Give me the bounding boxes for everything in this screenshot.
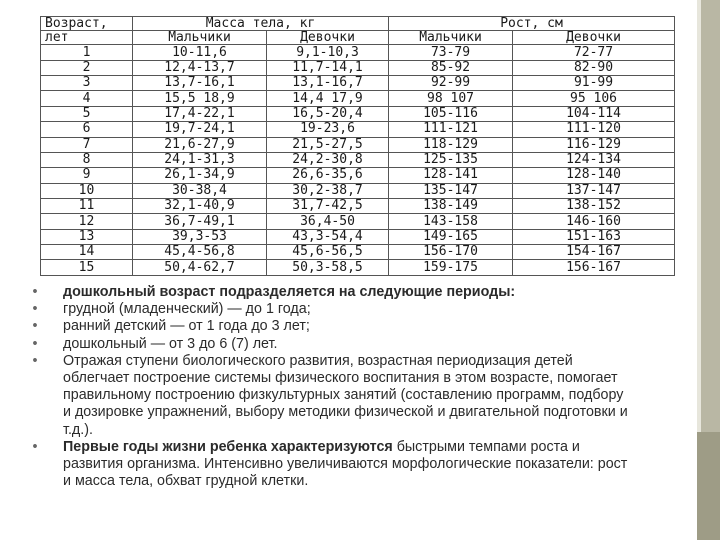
mass-boys-header: Мальчики xyxy=(133,31,267,45)
cell-mass-boys: 30-38,4 xyxy=(133,183,267,198)
cell-mass-girls: 26,6-35,6 xyxy=(267,168,389,183)
decorative-side-bar xyxy=(697,0,720,540)
cell-height-boys: 138-149 xyxy=(389,198,513,213)
cell-height-girls: 124-134 xyxy=(513,152,675,167)
cell-mass-boys: 39,3-53 xyxy=(133,229,267,244)
cell-height-boys: 118-129 xyxy=(389,137,513,152)
table-row xyxy=(41,214,675,229)
table-row xyxy=(41,152,675,167)
cell-mass-boys: 12,4-13,7 xyxy=(133,60,267,75)
age-header: Возраст, xyxy=(41,17,133,31)
age-header-unit: лет xyxy=(41,31,133,45)
cell-mass-girls: 13,1-16,7 xyxy=(267,76,389,91)
bullet-item xyxy=(30,318,630,335)
cell-mass-boys: 36,7-49,1 xyxy=(133,214,267,229)
cell-age: 1 xyxy=(41,45,133,60)
table-row xyxy=(41,168,675,183)
cell-height-girls: 128-140 xyxy=(513,168,675,183)
cell-height-boys: 135-147 xyxy=(389,183,513,198)
side-bar-lower-block xyxy=(697,432,720,540)
cell-age: 11 xyxy=(41,198,133,213)
cell-height-girls: 138-152 xyxy=(513,198,675,213)
bullet-text: ранний детский — от 1 года до 3 лет; xyxy=(63,318,310,335)
cell-mass-boys: 17,4-22,1 xyxy=(133,106,267,121)
bullet-text: дошкольный — от 3 до 6 (7) лет. xyxy=(63,335,278,352)
bullet-dot-icon: • xyxy=(32,318,38,335)
cell-age: 6 xyxy=(41,122,133,137)
bullet-dot-icon: • xyxy=(32,335,38,352)
cell-mass-girls: 30,2-38,7 xyxy=(267,183,389,198)
bullet-dot-icon: • xyxy=(32,438,38,455)
cell-mass-boys: 24,1-31,3 xyxy=(133,152,267,167)
table-header-row-1 xyxy=(41,17,675,31)
cell-height-girls: 154-167 xyxy=(513,245,675,260)
cell-height-boys: 98 107 xyxy=(389,91,513,106)
bullet-list xyxy=(30,284,630,490)
cell-age: 3 xyxy=(41,76,133,91)
bullet-item xyxy=(30,439,630,491)
cell-height-boys: 92-99 xyxy=(389,76,513,91)
cell-mass-boys: 19,7-24,1 xyxy=(133,122,267,137)
bullet-text: Отражая ступени биологического развития, возрастная периодизация детей облегчает построение системы физического воспитания в этом возрасте, помогает правильному построению физкультурных занятий (составлению программ, подбору и дозировке упражнений, выбору методики физической и двигательной подготовки и т.д.). xyxy=(63,352,628,438)
cell-age: 12 xyxy=(41,214,133,229)
height-boys-header: Мальчики xyxy=(389,31,513,45)
cell-mass-boys: 32,1-40,9 xyxy=(133,198,267,213)
bullet-item xyxy=(30,336,630,353)
table-row xyxy=(41,260,675,276)
cell-mass-boys: 15,5 18,9 xyxy=(133,91,267,106)
cell-age: 10 xyxy=(41,183,133,198)
table-row xyxy=(41,91,675,106)
bullet-text: грудной (младенческий) — до 1 года; xyxy=(63,301,311,318)
cell-age: 9 xyxy=(41,168,133,183)
cell-height-boys: 156-170 xyxy=(389,245,513,260)
table-row xyxy=(41,183,675,198)
cell-height-girls: 151-163 xyxy=(513,229,675,244)
cell-height-girls: 156-167 xyxy=(513,260,675,276)
cell-height-boys: 149-165 xyxy=(389,229,513,244)
cell-age: 8 xyxy=(41,152,133,167)
height-group-header: Рост, см xyxy=(389,17,675,31)
cell-height-girls: 72-77 xyxy=(513,45,675,60)
cell-height-boys: 143-158 xyxy=(389,214,513,229)
cell-mass-boys: 50,4-62,7 xyxy=(133,260,267,276)
cell-age: 7 xyxy=(41,137,133,152)
mass-group-header: Масса тела, кг xyxy=(133,17,389,31)
cell-mass-girls: 14,4 17,9 xyxy=(267,91,389,106)
bullet-item xyxy=(30,353,630,439)
cell-mass-girls: 24,2-30,8 xyxy=(267,152,389,167)
cell-height-boys: 73-79 xyxy=(389,45,513,60)
cell-mass-girls: 45,6-56,5 xyxy=(267,245,389,260)
cell-age: 15 xyxy=(41,260,133,276)
cell-height-girls: 91-99 xyxy=(513,76,675,91)
bullet-dot-icon: • xyxy=(32,352,38,369)
bullet-text: быстрыми темпами роста и развития организма. Интенсивно увеличиваются морфологические показатели: рост и масса тела, обхват грудной клетки. xyxy=(63,438,628,490)
cell-height-girls: 82-90 xyxy=(513,60,675,75)
cell-height-boys: 111-121 xyxy=(389,122,513,137)
cell-mass-girls: 21,5-27,5 xyxy=(267,137,389,152)
cell-height-boys: 85-92 xyxy=(389,60,513,75)
cell-height-boys: 125-135 xyxy=(389,152,513,167)
cell-mass-boys: 21,6-27,9 xyxy=(133,137,267,152)
table-row xyxy=(41,229,675,244)
cell-height-girls: 137-147 xyxy=(513,183,675,198)
cell-mass-boys: 13,7-16,1 xyxy=(133,76,267,91)
cell-height-girls: 104-114 xyxy=(513,106,675,121)
cell-height-boys: 159-175 xyxy=(389,260,513,276)
cell-mass-girls: 36,4-50 xyxy=(267,214,389,229)
cell-age: 14 xyxy=(41,245,133,260)
table-row xyxy=(41,122,675,137)
table-row xyxy=(41,245,675,260)
cell-mass-girls: 50,3-58,5 xyxy=(267,260,389,276)
bullet-bold-text: дошкольный возраст подразделяется на следующие периоды: xyxy=(63,284,516,300)
table-row xyxy=(41,76,675,91)
cell-height-boys: 105-116 xyxy=(389,106,513,121)
table-row xyxy=(41,60,675,75)
cell-mass-boys: 10-11,6 xyxy=(133,45,267,60)
cell-mass-boys: 26,1-34,9 xyxy=(133,168,267,183)
bullet-dot-icon: • xyxy=(32,284,38,300)
cell-height-boys: 128-141 xyxy=(389,168,513,183)
table-row xyxy=(41,198,675,213)
cell-age: 4 xyxy=(41,91,133,106)
table-header-row-2 xyxy=(41,31,675,45)
cell-mass-girls: 43,3-54,4 xyxy=(267,229,389,244)
table-row xyxy=(41,45,675,60)
bullet-item xyxy=(30,301,630,318)
table-row xyxy=(41,137,675,152)
cell-mass-girls: 16,5-20,4 xyxy=(267,106,389,121)
cell-height-girls: 116-129 xyxy=(513,137,675,152)
height-girls-header: Девочки xyxy=(513,31,675,45)
cell-mass-boys: 45,4-56,8 xyxy=(133,245,267,260)
bullet-bold-text: Первые годы жизни ребенка характеризуются xyxy=(63,438,393,455)
cell-height-girls: 111-120 xyxy=(513,122,675,137)
cell-height-girls: 146-160 xyxy=(513,214,675,229)
cell-mass-girls: 19-23,6 xyxy=(267,122,389,137)
table-row xyxy=(41,106,675,121)
mass-girls-header: Девочки xyxy=(267,31,389,45)
bullet-dot-icon: • xyxy=(32,301,38,318)
cell-mass-girls: 31,7-42,5 xyxy=(267,198,389,213)
cell-age: 2 xyxy=(41,60,133,75)
cell-height-girls: 95 106 xyxy=(513,91,675,106)
growth-norms-table xyxy=(40,16,675,276)
cell-age: 5 xyxy=(41,106,133,121)
bullet-item xyxy=(30,284,630,301)
cell-mass-girls: 11,7-14,1 xyxy=(267,60,389,75)
cell-mass-girls: 9,1-10,3 xyxy=(267,45,389,60)
cell-age: 13 xyxy=(41,229,133,244)
